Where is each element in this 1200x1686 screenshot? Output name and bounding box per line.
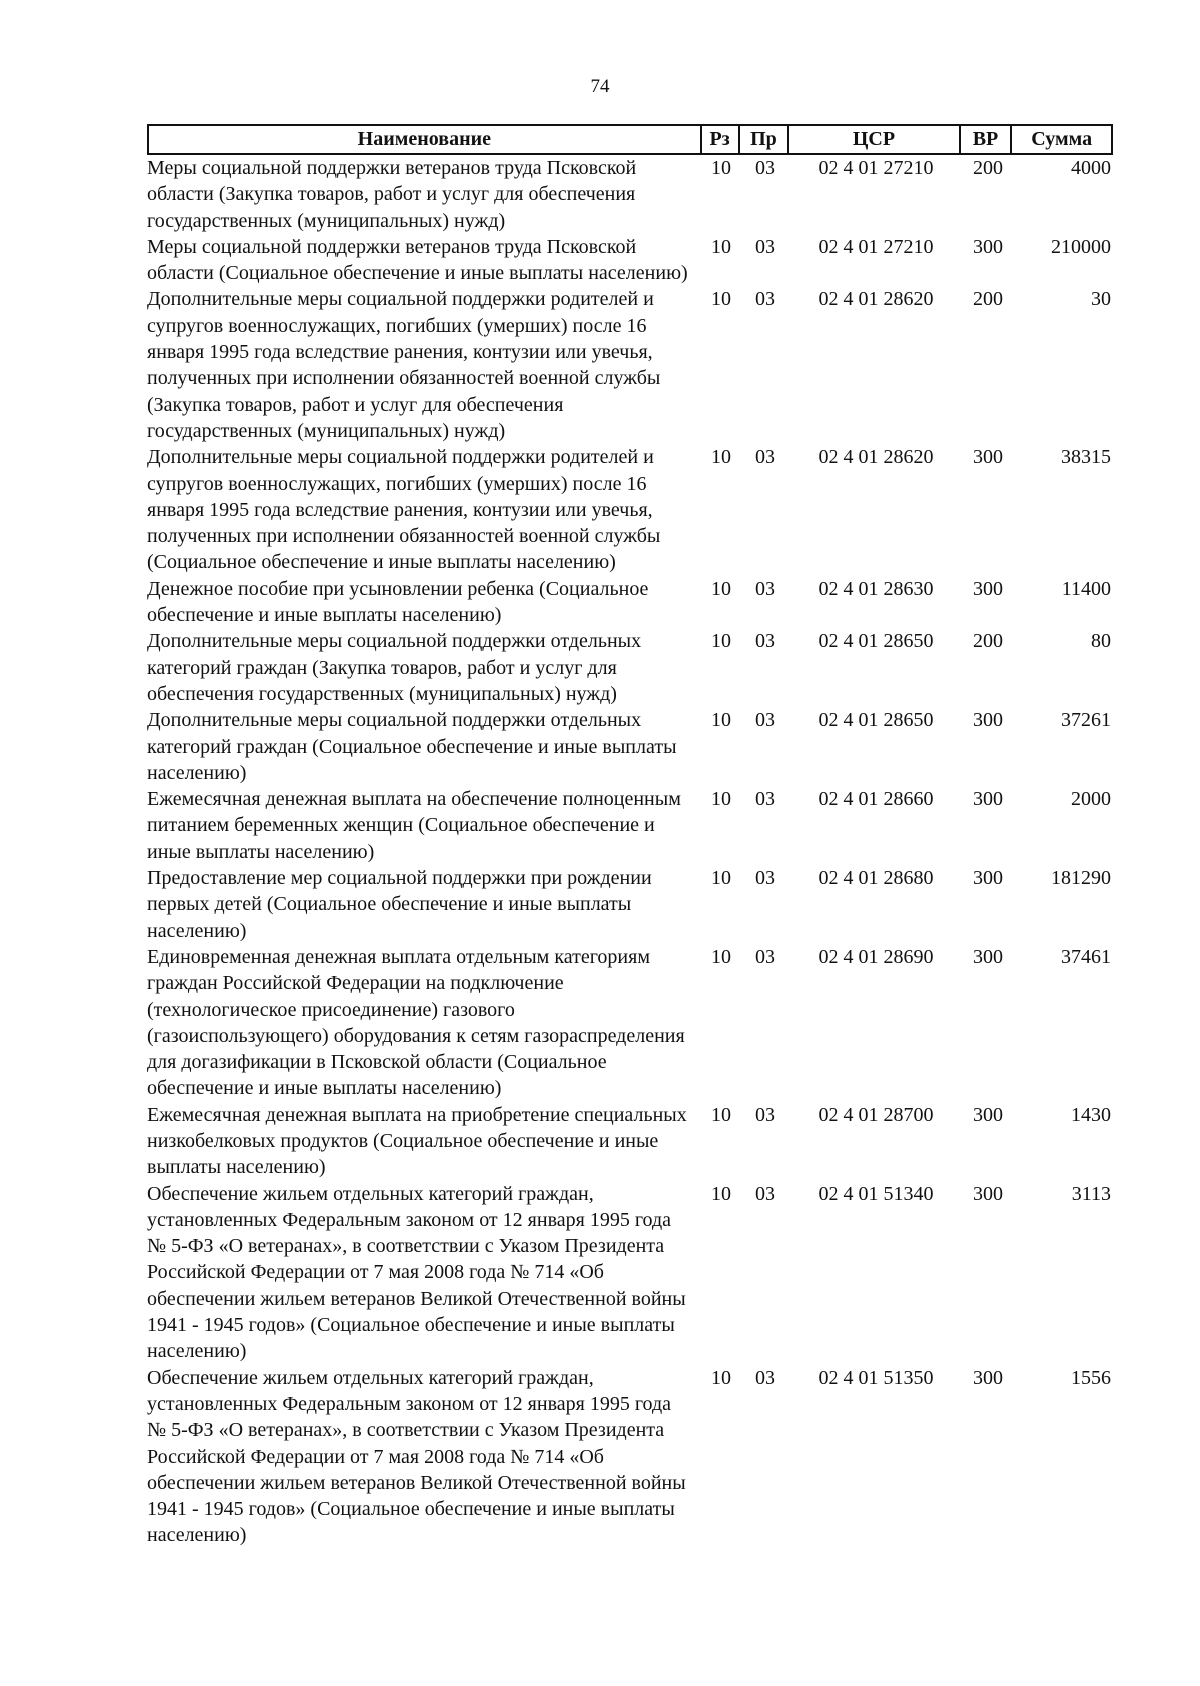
table-row (147, 707, 1113, 786)
table-row (147, 786, 1113, 865)
cell-sum: 37461 (1061, 945, 1111, 968)
cell-vr: 300 (973, 788, 1003, 811)
header-name: Наименование (149, 126, 702, 153)
cell-sum: 4000 (1071, 157, 1111, 179)
cell-rz: 10 (711, 945, 731, 968)
cell-rz: 10 (711, 235, 731, 258)
cell-name: Ежемесячная денежная выплата на приобретение специальных низкобелковых продуктов (Социальное обеспечение и иные выплаты населению) (147, 1103, 687, 1179)
budget-table (147, 124, 1113, 1549)
cell-vr: 300 (973, 235, 1003, 258)
table-row (147, 1365, 1113, 1549)
cell-csr: 02 4 01 28700 (818, 1103, 934, 1126)
table-row (147, 1181, 1113, 1365)
cell-csr: 02 4 01 28620 (818, 288, 934, 311)
table-body (147, 155, 1113, 1549)
table-row (147, 444, 1113, 575)
cell-name: Меры социальной поддержки ветеранов труда Псковской области (Закупка товаров, работ и услуг для обеспечения государственных (муниципальных) нужд) (147, 157, 637, 232)
cell-rz: 10 (711, 867, 731, 890)
table-row (147, 1102, 1113, 1181)
cell-vr: 300 (973, 577, 1003, 600)
header-vr: ВР (961, 126, 1013, 153)
cell-pr: 03 (755, 446, 775, 469)
cell-vr: 200 (973, 288, 1003, 311)
cell-name: Меры социальной поддержки ветеранов труда Псковской области (Социальное обеспечение и иные выплаты населению) (147, 235, 688, 285)
cell-vr: 200 (973, 157, 1003, 179)
header-pr: Пр (740, 126, 790, 153)
cell-rz: 10 (711, 709, 731, 732)
table-row (147, 234, 1113, 287)
cell-name: Предоставление мер социальной поддержки при рождении первых детей (Социальное обеспечение и иные выплаты населению) (147, 867, 652, 942)
cell-pr: 03 (755, 1366, 775, 1389)
cell-pr: 03 (755, 157, 775, 179)
cell-vr: 200 (973, 630, 1003, 653)
cell-name: Ежемесячная денежная выплата на обеспечение полноценным питанием беременных женщин (Социальное обеспечение и иные выплаты населению) (147, 788, 681, 863)
cell-pr: 03 (755, 709, 775, 732)
cell-csr: 02 4 01 28680 (818, 867, 934, 890)
cell-pr: 03 (755, 288, 775, 311)
cell-name: Обеспечение жильем отдельных категорий граждан, установленных Федеральным законом от 12 января 1995 года № 5-ФЗ «О ветеранах», в соответствии с Указом Президента Российской Федерации от 7 мая 2008 года № 714 «Об обеспечении жильем ветеранов Великой Отечественной войны 1941 - 1945 годов» (Социальное обеспечение и иные выплаты населению) (147, 1182, 686, 1363)
cell-pr: 03 (755, 1182, 775, 1205)
cell-pr: 03 (755, 1103, 775, 1126)
header-csr: ЦСР (789, 126, 960, 153)
cell-csr: 02 4 01 28690 (818, 945, 934, 968)
cell-sum: 30 (1091, 288, 1111, 311)
cell-sum: 11400 (1061, 577, 1111, 600)
cell-csr: 02 4 01 51340 (818, 1182, 934, 1205)
cell-name: Единовременная денежная выплата отдельным категориям граждан Российской Федерации на подключение (технологическое присоединение) газового (газоиспользующего) оборудования к сетям газораспределения для догазификации в Псковской области (Социальное обеспечение и иные выплаты населению) (147, 945, 685, 1100)
header-sum: Сумма (1031, 128, 1093, 150)
cell-pr: 03 (755, 630, 775, 653)
table-row (147, 286, 1113, 444)
cell-sum: 37261 (1061, 709, 1111, 732)
cell-sum: 38315 (1061, 446, 1111, 469)
cell-sum: 210000 (1051, 235, 1111, 258)
cell-sum: 80 (1091, 630, 1111, 653)
cell-rz: 10 (711, 288, 731, 311)
cell-sum: 1430 (1071, 1103, 1111, 1126)
cell-rz: 10 (711, 577, 731, 600)
cell-pr: 03 (755, 945, 775, 968)
cell-csr: 02 4 01 51350 (818, 1366, 934, 1389)
cell-name: Дополнительные меры социальной поддержки отдельных категорий граждан (Закупка товаров, работ и услуг для обеспечения государственных (муниципальных) нужд) (147, 630, 642, 705)
cell-csr: 02 4 01 28650 (818, 709, 934, 732)
cell-sum: 3113 (1071, 1182, 1111, 1205)
table-header (147, 124, 1113, 155)
cell-sum: 181290 (1051, 867, 1111, 890)
cell-rz: 10 (711, 1182, 731, 1205)
cell-vr: 300 (973, 1182, 1003, 1205)
cell-csr: 02 4 01 27210 (818, 157, 934, 179)
table-row (147, 865, 1113, 944)
cell-rz: 10 (711, 157, 731, 179)
cell-csr: 02 4 01 28660 (818, 788, 934, 811)
cell-sum: 2000 (1071, 788, 1111, 811)
cell-name: Денежное пособие при усыновлении ребенка (Социальное обеспечение и иные выплаты населению) (147, 577, 649, 627)
cell-pr: 03 (755, 235, 775, 258)
cell-csr: 02 4 01 28650 (818, 630, 934, 653)
cell-rz: 10 (711, 788, 731, 811)
cell-rz: 10 (711, 446, 731, 469)
cell-rz: 10 (711, 630, 731, 653)
cell-name: Дополнительные меры социальной поддержки родителей и супругов военнослужащих, погибших (умерших) после 16 января 1995 года вследствие ранения, контузии или увечья, полученных при исполнении обязанностей военной службы (Социальное обеспечение и иные выплаты населению) (147, 446, 661, 574)
cell-vr: 300 (973, 446, 1003, 469)
cell-vr: 300 (973, 867, 1003, 890)
cell-rz: 10 (711, 1103, 731, 1126)
cell-sum: 1556 (1071, 1366, 1111, 1389)
cell-rz: 10 (711, 1366, 731, 1389)
cell-vr: 300 (973, 1103, 1003, 1126)
cell-csr: 02 4 01 28630 (818, 577, 934, 600)
cell-name: Обеспечение жильем отдельных категорий граждан, установленных Федеральным законом от 12 января 1995 года № 5-ФЗ «О ветеранах», в соответствии с Указом Президента Российской Федерации от 7 мая 2008 года № 714 «Об обеспечении жильем ветеранов Великой Отечественной войны 1941 - 1945 годов» (Социальное обеспечение и иные выплаты населению) (147, 1366, 686, 1547)
cell-csr: 02 4 01 27210 (818, 235, 934, 258)
cell-pr: 03 (755, 788, 775, 811)
cell-name: Дополнительные меры социальной поддержки отдельных категорий граждан (Социальное обеспечение и иные выплаты населению) (147, 709, 677, 784)
cell-vr: 300 (973, 709, 1003, 732)
cell-name: Дополнительные меры социальной поддержки родителей и супругов военнослужащих, погибших (умерших) после 16 января 1995 года вследствие ранения, контузии или увечья, полученных при исполнении обязанностей военной службы (Закупка товаров, работ и услуг для обеспечения государственных (муниципальных) нужд) (147, 288, 661, 442)
table-row (147, 155, 1113, 234)
header-rz: Рз (702, 126, 740, 153)
cell-csr: 02 4 01 28620 (818, 446, 934, 469)
table-row (147, 576, 1113, 629)
table-row (147, 944, 1113, 1102)
page-number: 74 (590, 76, 610, 97)
cell-pr: 03 (755, 577, 775, 600)
table-row (147, 628, 1113, 707)
cell-vr: 300 (973, 1366, 1003, 1389)
cell-pr: 03 (755, 867, 775, 890)
cell-vr: 300 (973, 945, 1003, 968)
